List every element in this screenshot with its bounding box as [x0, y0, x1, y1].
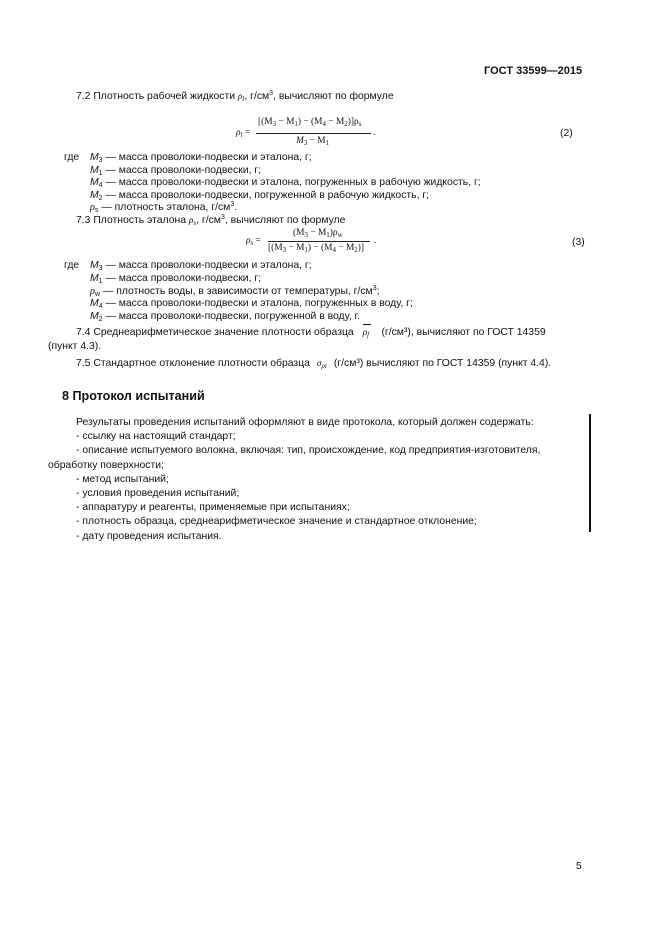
clause-7-2-intro: 7.2 Плотность рабочей жидкости $\rho_l$, $г/см^3$, вычисляют по формуле [76, 90, 394, 103]
definition-item: $M_3$ — масса проволоки-подвески и эталона, г; [90, 260, 312, 272]
formula-2-denominator: $M_3 - M_1$ [296, 136, 330, 147]
formula-2-numerator: $[(M_3 - M_1) - (M_4 - M_2)]\rho_s$ [258, 117, 362, 128]
formula-3-denominator: $[(M_3 - M_1) - (M_4 - M_2)]$ [268, 243, 365, 254]
definition-item: $M_1$ — масса проволоки-подвески, г; [90, 272, 262, 285]
change-bar [589, 414, 591, 532]
formula-3-lhs: $\rho_s$ = [246, 236, 261, 247]
protocol-line: - условия проведения испытаний; [76, 488, 240, 499]
formula-2-lhs: $\rho_l$ = [236, 128, 251, 139]
definition-item: $M_2$ — масса проволоки-подвески, погруженной в рабочую жидкость, г; [90, 189, 430, 202]
page-number: 5 [576, 861, 582, 872]
sigma-symbol: $\sigma_{\rho f}$ [316, 359, 327, 370]
definition-item: $M_2$ — масса проволоки-подвески, погруженной в воду, г. [90, 311, 360, 324]
clause-7-3-intro: 7.3 Плотность эталона $\rho_s$, $г/см^3$, вычисляют по формуле [76, 214, 346, 227]
where-label: где [64, 152, 80, 163]
mean-rho-symbol: $\rho_f$ [357, 327, 379, 340]
definition-item: $\rho_s$ — плотность эталона, $г/см^3$. [90, 201, 238, 214]
clause-7-5: 7.5 Стандартное отклонение плотности образца $\sigma_{\rho f}$ (г/см³) вычисляют по ГОСТ 14359 (пункт 4.4). [76, 358, 552, 370]
protocol-line: обработку поверхности; [48, 459, 164, 471]
protocol-line: - ссылку на настоящий стандарт; [76, 431, 236, 443]
section-8-title: 8 Протокол испытаний [62, 389, 205, 403]
protocol-line: - метод испытаний; [76, 473, 169, 485]
definition-item: $M_1$ — масса проволоки-подвески, г; [90, 164, 262, 177]
formula-3-fraction-bar [268, 241, 370, 242]
formula-3-number: (3) [572, 237, 585, 248]
definition-item: $\rho_w$ — плотность воды, в зависимости от температуры, $г/см^3$; [90, 284, 380, 298]
protocol-line: - описание испытуемого волокна, включая: тип, происхождение, код предприятия-изготовителя, [76, 445, 541, 457]
definition-item: $M_4$ — масса проволоки-подвески и эталона, погруженных в воду, г; [90, 298, 413, 311]
rho-symbol: ρ [188, 216, 194, 226]
formula-2-fraction-bar [256, 133, 371, 134]
formula-2-number: (2) [560, 128, 573, 139]
clause-7-4: 7.4 Среднеарифметическое значение плотности образца $\rho_f$ (г/см³), вычисляют по ГОСТ 14359 [76, 326, 546, 340]
clause-text: 7.2 Плотность рабочей жидкости [76, 91, 236, 102]
definition-item: $M_4$ — масса проволоки-подвески и эталона, погруженных в рабочую жидкость, г; [90, 177, 481, 189]
document-header: ГОСТ 33599—2015 [484, 65, 583, 77]
definition-item: $M_3$ — масса проволоки-подвески и эталона, г; [90, 152, 312, 164]
rho-symbol: ρ [237, 92, 243, 102]
formula-3-numerator: $(M_3 - M_1)\rho_w$ [293, 228, 343, 239]
protocol-line: - дату проведения испытания. [76, 530, 222, 542]
protocol-line: - плотность образца, среднеарифметическое значение и стандартное отклонение; [76, 516, 477, 528]
clause-7-4-cont: (пункт 4.3). [48, 341, 102, 352]
where-label: где [64, 260, 80, 271]
protocol-line: - аппаратуру и реагенты, применяемые при испытаниях; [76, 502, 350, 514]
protocol-line: Результаты проведения испытаний оформляют в виде протокола, который должен содержать: [76, 417, 534, 428]
